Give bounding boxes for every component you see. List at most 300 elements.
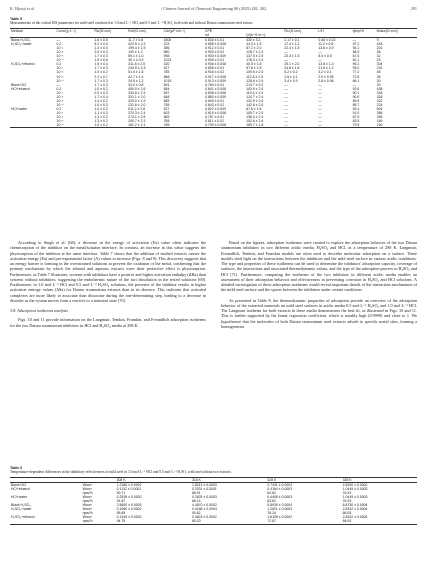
table-cell: 10⁻² (56, 50, 64, 55)
table-cell: 23.3 ± 1.5 (284, 54, 300, 59)
table-cell: 0.4823 ± 0.0002 (191, 515, 217, 520)
table-cell: 648 (163, 94, 170, 99)
table-cell: 22.3 ± 1.5 (284, 46, 300, 51)
table-cell: Wcorr (82, 495, 92, 500)
table-cell: 33.0 ± 0.8 (128, 82, 144, 87)
table-cell: 90.62 (191, 511, 201, 516)
table-cell: 0.2031 ± 0.0001 (191, 487, 217, 492)
column-header: 308 K (116, 478, 191, 483)
table-cell: — (56, 82, 60, 87)
table-cell: 36 (376, 74, 381, 79)
table-cell: 1.6 ± 0.5 (94, 38, 108, 43)
table-cell: 21.8 ± 1.2 (318, 66, 334, 71)
table-cell: 9 (376, 38, 379, 43)
table-cell: — (284, 94, 288, 99)
table6-caption: Temperature-dependent differences in the inhibitory effectiveness of mild steel in 1.0 mol·L⁻¹ HCl and 0.5 mol·L⁻¹ H₂SO₄ with and without two extracts. (10, 470, 232, 475)
table-cell: 10⁻³ (56, 54, 64, 59)
column-header: 318 K (191, 478, 266, 483)
table-cell: 152.8 ± 2.6 (246, 119, 264, 124)
table-cell: 5.2 ± 0.2 (284, 70, 298, 75)
table6 (10, 477, 417, 525)
table-cell: 149 ± 1.2 (128, 50, 143, 55)
table-cell: 199.4 ± 1.5 (128, 46, 146, 51)
table-cell: 0.4164 ± 0.0003 (267, 487, 293, 492)
table-cell: 511.2 ± 2.8 (128, 106, 146, 111)
table-cell: 178.3 ± 1.9 (246, 58, 264, 63)
table-cell: 304 (376, 62, 383, 67)
table-cell: 10⁻³ (56, 119, 64, 124)
table-cell: — (284, 102, 288, 107)
column-header: Conc/(g·L⁻¹) (56, 29, 94, 34)
table-cell: 1.0449 ± 0.0003 (342, 495, 368, 500)
column-header: θmax/(Ω·cm²) (376, 29, 417, 34)
table-cell: 231.6 ± 2.0 (128, 102, 146, 107)
table-cell: Wcorr (82, 503, 92, 508)
column-header: Medium (10, 29, 56, 34)
table-cell: 891 (163, 82, 170, 87)
column-header: L/H (317, 29, 351, 34)
table-cell: 1.3 ± 0.2 (94, 114, 108, 119)
table-cell: 33 (376, 82, 381, 87)
column-header: 328 K (266, 478, 341, 483)
table-cell: 109.5 ± 2.0 (246, 70, 264, 75)
table-cell: 0.909 ± 0.02 (205, 50, 225, 55)
table-cell: 0.822 ± 0.009 (205, 106, 227, 111)
column-subheader: Q/(sⁿ·S·m⁻²) (245, 33, 283, 38)
paragraph: As presented in Table 8, the thermodynamic properties of adsorption provide an overview of the adsorption behavior of the extracted materials on mild steel surfaces in acidic media 0.5 mol·L⁻¹ H₂SO₄ and 1.0 mol·L⁻¹ HCl. The Langmuir isotherm for both extracts in these media demonstrates the best fit, as illustrated in Figs. 10 and 11. This is further supported by the linear regression coefficient, which is notably high (0.9999) and close to 1. We hypothesize that the molecules of both Datura stramonium seed extracts adsorb to specific metal sites, forming a homogeneous (221, 297, 417, 329)
table-cell: 768 (163, 119, 170, 124)
table-cell: 0.790 ± 0.008 (204, 123, 245, 128)
table-cell: — (352, 82, 357, 87)
table-cell: 1.7 ± 0.3 (94, 82, 108, 87)
table-cell: 356 (163, 46, 170, 51)
table-cell: — (56, 38, 60, 43)
table-cell: 320 (163, 62, 170, 67)
table-cell: 10⁻⁴ (56, 78, 64, 83)
table-cell: — (318, 106, 322, 111)
table-cell: 868 (163, 74, 170, 79)
table-cell: 110.4 ± 1.9 (246, 90, 264, 95)
table-cell: 2.0 ± 0.3 (94, 50, 108, 55)
table-cell: 68.05 (342, 519, 417, 524)
table-cell: 10⁻² (56, 70, 64, 75)
table-cell: 10⁻¹ (56, 66, 64, 71)
column-header: 338 K (342, 478, 417, 483)
table-cell: 223 (163, 42, 170, 47)
table-cell: 142.6 ± 2.0 (246, 102, 264, 107)
table-cell: 87.2 ± 2.0 (246, 46, 262, 51)
table-cell: Blank H₂SO₄ (11, 38, 31, 43)
table-cell: 1.2821 ± 0.0003 (267, 507, 293, 512)
table-cell: Blank HCl (11, 483, 27, 488)
table-cell: — (284, 110, 288, 115)
table-cell: 603 (163, 110, 170, 115)
table-cell: 213.7 ± 3.2 (246, 82, 264, 87)
right-column (221, 240, 417, 334)
table-cell: 850 (163, 50, 170, 55)
table-cell: 234.5 ± 2.3 (128, 66, 146, 71)
table-cell: 1.0 ± 0.3 (94, 102, 108, 107)
table-cell: HCl+ethanol (11, 86, 31, 91)
table-cell: 5.8930 ± 0.0004 (267, 503, 293, 508)
table-cell: Wcorr (82, 507, 92, 512)
table-cell: 1.7 ± 0.4 (94, 94, 108, 99)
table-cell: 72.6 (352, 74, 360, 79)
table-cell: 329.0 ± 1.9 (128, 98, 146, 103)
table-cell: 3.2 ± 0.1 (318, 70, 332, 75)
table-cell: 0.900 ± 0.009 (205, 54, 227, 59)
table-cell: — (284, 90, 288, 95)
table-cell: 785 (163, 70, 170, 75)
table-cell: 4.5290 ± 0.0002 (342, 483, 368, 488)
table-cell: 958 (163, 54, 170, 59)
table-cell: 2.8342 ± 0.0004 (342, 515, 368, 520)
table-cell: 10⁻⁴ (56, 58, 64, 63)
table-cell: 2.9 ± 0.05 (318, 74, 334, 79)
table-cell: 61.1 (352, 58, 360, 63)
table-cell: 78.24 (267, 511, 276, 516)
table-cell: Wcorr (82, 483, 92, 488)
table-cell: 0.841 ± 0.008 (205, 86, 227, 91)
table-cell: 1.0449 ± 0.0003 (342, 487, 368, 492)
table-cell: 13.8 ± 0.9 (318, 46, 334, 51)
table-cell: 1.0 ± 0.2 (94, 86, 108, 91)
table-cell: 370.3 ± 2.4 (128, 110, 146, 115)
table-cell: HCl+ethanol (11, 487, 31, 492)
table-cell: 87.9 (352, 114, 360, 119)
table-cell: 1800 (163, 38, 172, 43)
table-cell: 368 (376, 110, 383, 115)
table-cell: 25.1 ± 2.0 (284, 62, 300, 67)
table-cell: 17.4 ± 1.2 (284, 42, 300, 47)
table-cell: 0.843 ± 0.02 (205, 102, 225, 107)
table-cell: — (318, 86, 322, 91)
table-cell: 76.93 (342, 491, 352, 496)
column-header: Rct/(Ω·cm²) (127, 29, 162, 34)
table-cell: 40.5 ± 1.8 (246, 62, 262, 67)
table-cell: 665 (163, 98, 170, 103)
table-cell: 1.8313 ± 0.0003 (191, 483, 217, 488)
table-cell: 1.5 ± 0.6 (94, 58, 108, 63)
table-cell: HCl+water (11, 495, 28, 500)
table-cell: 527 (163, 106, 170, 111)
table-cell: 10⁻⁴ (56, 102, 64, 107)
table5-caption: Measurements of the critical EIS parameters for mild steel conducted at 1.0 mol·L⁻¹ HCl and 0.5 mol·L⁻¹ H₂SO₄ both with and without Datura stramonium seed extract. (10, 21, 254, 26)
header-journal: / Chinese Journal of Chemical Engineering 80 (2025) 281–302 (160, 6, 267, 11)
table-cell: 328 (376, 90, 383, 95)
table-cell: — (284, 50, 288, 55)
table-cell: 10⁻¹ (56, 110, 64, 115)
table-cell: 0.2538 ± 0.0003 (116, 495, 142, 500)
table-cell: 4.4670 ± 0.0002 (191, 503, 217, 508)
table-cell: — (318, 90, 322, 95)
table-cell: — (284, 58, 288, 63)
table-cell: Wcorr (82, 515, 92, 520)
table-cell: — (284, 119, 288, 124)
table-cell: 89.20 (191, 519, 266, 524)
table-cell: 1.0 ± 0.2 (94, 106, 108, 111)
table-cell: 224 (376, 102, 383, 107)
table-cell: 11.2 ± 0.8 (318, 42, 334, 47)
table-cell: — (284, 98, 288, 103)
table-cell: 1.4 ± 0.5 (94, 46, 108, 51)
table-cell: 87.6 ± 1.8 (246, 106, 262, 111)
table-cell: 430 ± 3.2 (246, 38, 261, 43)
table-cell: 88.91 (191, 491, 201, 496)
running-header (10, 6, 417, 14)
table-cell: 66.1 (352, 78, 360, 83)
section-heading: 3.8. Adsorption isotherms analysis (10, 308, 68, 313)
table-cell: 189.7 ± 1.8 (245, 123, 283, 128)
paragraph: Based on the figures, adsorption isotherms were created to explore the adsorption behavior of the two Datura stramonium inhibitors in two different acidic media, H₂SO₄ and HCl, at a temperature of 298 K. Langmuir, Freundlich, Temkin, and Frumkin models are often used to describe molecular adsorption on a surface. These models shed light on the interactions between the inhibitors and the mild steel surface in various acidic conditions. The type and properties of these isotherms can be used to determine the inhibitors' adsorption capacity, coverage of surfaces, the interactions and associated thermodynamic values, and the type of the adsorption process in H₂SO₄ and HCl [71]. Furthermore, comparing the isotherms of the two inhibitors in different acidic media enables an assessment of their adsorption behavior and effectiveness in preventing corrosion in H₂SO₄ and HCl solutions. A detailed investigation of these adsorption isotherms would reveal important details of the interaction mechanisms of the mild steel surface and the spaces between the inhibitors under certain conditions. (221, 240, 417, 293)
table-cell: 1.1 ± 0.3 (94, 110, 108, 115)
column-header: ηimp/% (352, 29, 376, 34)
table-cell: 0.787 ± 0.01 (205, 114, 225, 119)
table-cell: 0.2 (56, 62, 62, 67)
table-cell: 76.93 (342, 499, 352, 504)
table-cell: 422.5 ± 2.3 (128, 42, 146, 47)
table-cell: 13.6 ± 1.0 (318, 62, 334, 67)
table5 (10, 28, 417, 128)
table-cell: 785 (163, 123, 204, 128)
table6-caption-block (10, 466, 417, 475)
table-cell: 0.811 ± 0.02 (205, 119, 224, 124)
table-cell: 438 (376, 86, 383, 91)
table-row (10, 519, 417, 524)
table-cell: 504 (376, 106, 383, 111)
table-cell: 84.82 (267, 491, 276, 496)
page-number: 291 (410, 6, 417, 11)
table-cell: 67.8 ± 1.5 (246, 66, 262, 71)
table-cell: — (284, 86, 288, 91)
table-cell: 91.87 (116, 499, 126, 504)
table-cell: 85.7 (352, 102, 360, 107)
table-cell: 0.916 ± 0.02 (205, 70, 225, 75)
table-cell (10, 519, 82, 524)
table-cell: 79.5 (352, 123, 376, 128)
table-cell: — (318, 58, 322, 63)
table-cell: — (352, 38, 357, 43)
table-cell: 90.71 (116, 491, 126, 496)
table-cell: — (318, 102, 322, 107)
table-cell: 68.05 (342, 511, 352, 516)
table-cell: 2.7431 ± 0.0003 (267, 483, 293, 488)
table-cell: — (318, 82, 322, 87)
table-cell: 138.4 ± 2.4 (246, 114, 264, 119)
left-column (10, 240, 206, 333)
table-cell: 0.2625 ± 0.0003 (191, 495, 217, 500)
column-header: Rs/(Ω·cm²) (93, 29, 127, 34)
table-cell: 584 (163, 86, 170, 91)
table-cell: 265 (376, 114, 383, 119)
table-cell: 0.830 ± 0.01 (205, 38, 225, 43)
table-cell: 25 (376, 58, 381, 63)
table-cell (10, 123, 56, 128)
table-cell: 2.17 ± 0.1 (284, 38, 300, 43)
table-cell: 10⁻³ (56, 98, 64, 103)
table-cell: 1.2186 ± 0.0001 (116, 483, 142, 488)
table-cell: 1.7 ± 0.3 (94, 78, 108, 83)
table-cell: 77.2 (352, 70, 360, 75)
table-cell: H₂SO₄+water (11, 42, 32, 47)
table-cell: 97.2 (352, 42, 360, 47)
table-cell: 1.5 ± 0.4 (94, 62, 108, 67)
table-cell: 0.860 ± 0.009 (205, 94, 227, 99)
table-cell: — (284, 114, 288, 119)
table-cell: 95.85 (116, 511, 126, 516)
table-cell: 0.913 ± 0.009 (205, 78, 227, 83)
table-cell: — (318, 119, 322, 124)
table-cell: Blank H₂SO₄ (11, 503, 31, 508)
table6-title: Table 6 (10, 466, 23, 470)
table-cell: ηws/% (82, 499, 93, 504)
table-cell: — (318, 110, 322, 115)
table-cell: Wcorr (82, 487, 92, 492)
table-cell: 0.2 (56, 42, 62, 47)
table-cell: — (283, 123, 317, 128)
table-cell: 83.5 (352, 119, 360, 124)
table-cell: 0.909 ± 0.01 (205, 58, 225, 63)
table-cell: 450.9 ± 2.6 (128, 86, 146, 91)
table-cell: 200.7 ± 2.3 (128, 119, 146, 124)
table-cell: 94.1 (352, 46, 360, 51)
paragraph: According to Singh et al. [68], a decrease in the energy of activation (Ea) value often indicates the chemisorption of the inhibitor on the metal/solution interface. In contrast, an increase in this value suggests the physisorption of the inhibitor at the same interface. Table 7 shows that the addition of studied extracts causes the activation energy (Ea) and pre-exponential factor (A) values to increase (Figs. 8 and 9). This discovery suggests that an energy barrier is forming in the overstrained solutions to prevent the oxidation of the metal, confirming that the primary mechanism by which the ethanol and aqueous extracts exert their protective effect is physisorption. Furthermore, as Table 7 illustrates, systems with inhibitors have a positive and higher activation enthalpy (ΔHa) than systems without inhibitors, suggesting the endothermic nature of the fact dissolution in the tested solutions [69]. Furthermore, in 1.0 mol·L⁻¹ HCl and 0.5 mol·L⁻¹ H₂SO₄ solutions, the presence of the inhibitor results in higher activation entropy values (ΔSa) for Datura stramonium extracts than in its absence. This indicates that activated complexes are more likely to associate than dissociate during the rate-determining step, leading to a decrease in disorder as the system moves from a reactive to a transient state [70]. (10, 240, 206, 303)
table-cell: 89.9 (352, 98, 360, 103)
column-subheader: nd (204, 33, 245, 38)
table-cell: ηws/% (82, 511, 93, 516)
table-cell: 231 (376, 66, 383, 71)
table-cell: 0.9 ± 0.3 (94, 90, 108, 95)
table-cell: 274.1 ± 2.5 (128, 114, 146, 119)
header-authors: K. Hjouji et al. (10, 6, 36, 11)
table-cell: Blank HCl (11, 82, 27, 87)
table-cell: 0.855 ± 0.008 (205, 42, 227, 47)
table-cell: 331.1 ± 2.0 (128, 94, 146, 99)
table-cell: 161.2 ± 2.1 (127, 123, 162, 128)
table-cell: 10⁻¹ (56, 46, 64, 51)
table-cell: 0.1345 ± 0.0003 (116, 515, 142, 520)
table-cell: 0.2 (56, 106, 62, 111)
table-cell: 96.2 (352, 62, 360, 67)
table-cell: 418 (376, 42, 383, 47)
table-cell: 90.1 (352, 90, 360, 95)
table-cell: 0.1060 ± 0.0002 (116, 507, 142, 512)
table-cell: 88.9 (352, 50, 360, 55)
table-cell: 1024 (163, 58, 172, 63)
table-cell: 0.838 ± 0.008 (205, 90, 227, 95)
table-cell: 137.5 ± 2.5 (246, 54, 264, 59)
table-cell: 5.2 ± 0.4 (94, 42, 108, 47)
table-cell: 83.62 (267, 499, 276, 504)
table-cell: 0.1132 ± 0.0002 (116, 487, 142, 492)
table-cell: 86.14 (191, 499, 201, 504)
table-cell: 112.8 ± 2.5 (246, 74, 264, 79)
table-cell: 1.6108 ± 0.0002 (267, 515, 293, 520)
table-cell: 322 (376, 98, 383, 103)
table-cell: 755 (163, 102, 170, 107)
table-cell: 0.819 ± 0.008 (205, 110, 227, 115)
table-cell: ηws/% (82, 491, 93, 496)
table-cell: 1.7 ± 0.3 (94, 66, 108, 71)
table-cell: 1.3 ± 0.2 (94, 119, 108, 124)
table-cell: 44.3 ± 1.5 (246, 42, 262, 47)
table-cell: 2.5 ± 0.1 (284, 74, 298, 79)
table-cell: — (284, 106, 288, 111)
table-cell: 0.2 (56, 86, 62, 91)
table-cell: 2.8342 ± 0.0004 (342, 507, 368, 512)
table-cell: 0.48 ± 0.02 (318, 38, 336, 43)
table-cell: 51.4 ± 1.8 (128, 70, 144, 75)
table-cell: 0.849 ± 0.01 (205, 98, 225, 103)
table-cell: 150 (376, 123, 417, 128)
table-cell: H₂SO₄+ethanol (11, 62, 35, 67)
table-cell: 124.7 ± 2.4 (246, 94, 264, 99)
table-cell: 2.2 ± 0.7 (94, 74, 108, 79)
table-cell: 11.7 ± 0.8 (128, 38, 144, 43)
table-cell: 0.912 ± 0.01 (205, 46, 225, 51)
table-cell: 103.9 ± 2.5 (246, 86, 264, 91)
table-cell: 30.1 ± 0.9 (128, 58, 144, 63)
table-cell: — (318, 114, 322, 119)
table-cell: — (318, 50, 322, 55)
table-cell: 311.8 ± 2.5 (128, 62, 146, 67)
table-cell: 55.1 ± 1.0 (128, 54, 144, 59)
table-cell: 189 (376, 119, 383, 124)
table-cell: 0.4405 ± 0.0003 (267, 495, 293, 500)
table-cell: H₂SO₄+ethanol (11, 515, 35, 520)
table-cell: H₂SO₄+water (11, 507, 32, 512)
table-cell: 128.6 ± 2.9 (246, 78, 264, 83)
table-cell: ηws/% (82, 519, 116, 524)
table-cell: 3.4 ± 0.9 (284, 78, 298, 83)
table-cell: 132.5 ± 2.6 (246, 98, 264, 103)
table-cell: 2.8 ± 0.06 (318, 78, 334, 83)
table-cell: 1015 (163, 78, 172, 83)
table-cell: 328 (376, 94, 383, 99)
table-cell: 1.4 ± 0.2 (94, 98, 108, 103)
table5-caption-block (10, 17, 417, 26)
table-cell: 48 (376, 70, 381, 75)
table-cell: 42.7 ± 1.4 (128, 74, 144, 79)
table-cell: 92.6 (352, 86, 360, 91)
table-cell: 94.75 (116, 519, 191, 524)
table-cell: 8.8730 ± 0.0004 (342, 503, 368, 508)
table-cell: 72.67 (266, 519, 341, 524)
table-cell: 10⁻³ (56, 74, 64, 79)
table-cell: — (284, 82, 288, 87)
table-cell: 93.4 (352, 106, 360, 111)
table-cell: 0.784 ± 0.01 (205, 82, 225, 87)
table-cell: — (317, 123, 351, 128)
table-cell: 1.0 ± 0.2 (94, 70, 108, 75)
table-cell: 2.5600 ± 0.0003 (116, 503, 142, 508)
column-header: CPE (204, 29, 245, 34)
table-cell: 36 (376, 50, 381, 55)
table-cell: 201 (376, 46, 383, 51)
table-cell: 67.0 (352, 54, 360, 59)
table-cell: 10⁻² (56, 114, 64, 119)
table-cell: 334.8 ± 2.3 (128, 90, 146, 95)
table-cell: 24.8 ± 1.8 (284, 66, 300, 71)
table-cell: 10⁻⁴ (56, 123, 94, 128)
paragraph: Figs. 10 and 11 provide information on the Langmuir, Temkin, Frumkin, and Freundlich adsorption isotherms for the two Datura stramonium inhibitors in HCl and H₂SO₄ media at 298 K. (10, 317, 206, 328)
table-cell: 8.4 ± 0.5 (318, 54, 332, 59)
table-cell: 95.0 (352, 66, 360, 71)
table-cell: 1.7 ± 0.3 (94, 54, 108, 59)
table-cell: 1.0 ± 0.2 (93, 123, 127, 128)
table-cell: 10⁻¹ (56, 90, 64, 95)
table-cell: 0.917 ± 0.008 (205, 74, 227, 79)
